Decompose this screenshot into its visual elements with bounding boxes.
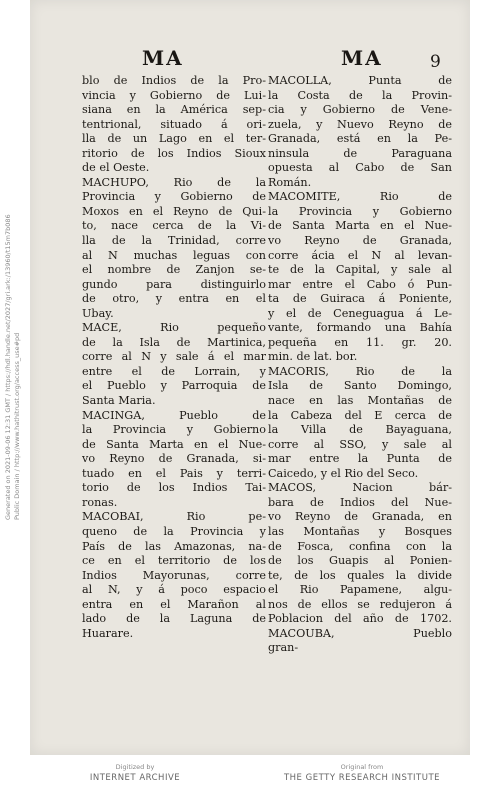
text-line: el Pueblo y Parroquia de xyxy=(82,379,266,393)
text-line: vante, formando una Bahía xyxy=(268,321,452,335)
text-line: Caicedo, y el Rio del Seco. xyxy=(268,466,419,480)
getty-research-label: THE GETTY RESEARCH INSTITUTE xyxy=(283,773,441,783)
internet-archive-label: INTERNET ARCHIVE xyxy=(89,773,181,783)
text-line: lla de un Lago en el ter- xyxy=(82,132,266,146)
digitized-by-label: Digitized by xyxy=(115,763,155,771)
text-line: lla de la Trinidad, corre xyxy=(82,234,266,248)
text-line: tentrional, situado á ori- xyxy=(82,117,266,131)
text-line: el nombre de Zanjon se- xyxy=(82,263,266,277)
text-line: cia y Gobierno de Vene- xyxy=(268,103,452,117)
text-line: MACOBAI, Rio pe- xyxy=(82,510,266,524)
left-text-column xyxy=(82,74,266,641)
text-line: blo de Indios de la Pro- xyxy=(82,74,266,87)
text-line: Román. xyxy=(268,175,312,189)
text-line: MACHUPO, Rio de la xyxy=(82,175,266,189)
text-line: zuela, y Nuevo Reyno de xyxy=(268,117,452,131)
text-line: bara de Indios del Nue- xyxy=(268,495,452,509)
text-line: vo Reyno de Granada, si- xyxy=(82,452,266,466)
text-line: ta de Guiraca á Poniente, xyxy=(268,292,452,306)
text-line: al N, y á poco espacio xyxy=(82,583,266,597)
text-line: y el de Ceneguagua á Le- xyxy=(268,306,452,320)
text-line: de Santa Marta en el Nue- xyxy=(82,437,266,451)
text-line: las Montañas y Bosques xyxy=(268,524,452,538)
text-line: to, nace cerca de la Vi- xyxy=(82,219,266,233)
stamp-line-2: Public Domain / http://www.hathitrust.org/access_use#pd xyxy=(13,332,21,520)
text-line: nos de ellos se redujeron á xyxy=(268,597,452,611)
text-line: Poblacion del año de 1702. xyxy=(268,612,452,626)
hathitrust-stamp xyxy=(4,214,22,520)
text-line: Provincia y Gobierno de xyxy=(82,190,266,204)
text-line: ronas. xyxy=(82,495,118,509)
text-line: MACOMITE, Rio de xyxy=(268,190,452,204)
text-line: Huarare. xyxy=(82,626,134,640)
text-line: MACOUBA, Pueblo xyxy=(268,626,452,640)
text-line: vincia y Gobierno de Lui- xyxy=(82,88,266,102)
text-line: vo Reyno de Granada, en xyxy=(268,510,452,524)
digitized-by-credit xyxy=(65,763,205,783)
text-line: MACORIS, Rio de la xyxy=(268,364,452,378)
text-line: al N muchas leguas con xyxy=(82,248,266,262)
left-running-head: MA xyxy=(142,46,184,70)
text-line: opuesta al Cabo de San xyxy=(268,161,452,175)
text-line: queno de la Provincia y xyxy=(82,524,266,538)
text-line: la Villa de Bayaguana, xyxy=(268,423,452,437)
text-line: mar entre el Cabo ó Pun- xyxy=(268,277,452,291)
right-running-head: MA xyxy=(341,46,383,70)
text-line: Moxos en el Reyno de Qui- xyxy=(82,204,266,218)
text-line: Granada, está en la Pe- xyxy=(268,132,452,146)
original-from-label: Original from xyxy=(340,763,384,771)
text-line: MACE, Rio pequeño xyxy=(82,321,266,335)
text-line: de los Guapis al Ponien- xyxy=(268,554,452,568)
text-line: de la Isla de Martinica, xyxy=(82,335,266,349)
text-line: gran- xyxy=(268,641,299,655)
text-line: Indios Mayorunas, corre xyxy=(82,568,266,582)
stamp-line-1: Generated on 2021-09-06 12:31 GMT / https://hdl.handle.net/2027/gri.ark:/13960/t15m7b086 xyxy=(4,214,12,520)
text-line: País de las Amazonas, na- xyxy=(82,539,266,553)
text-line: gundo para distinguirlo xyxy=(82,277,266,291)
original-from-credit xyxy=(262,763,462,783)
text-line: entre el de Lorrain, y xyxy=(82,364,266,378)
text-line: siana en la América sep- xyxy=(82,103,266,117)
footer xyxy=(0,763,490,800)
text-line: MACINGA, Pueblo de xyxy=(82,408,266,422)
text-line: min. de lat. bor. xyxy=(268,350,358,364)
text-line: pequeña en 11. gr. 20. xyxy=(268,335,452,349)
text-line: Santa Maria. xyxy=(82,394,156,408)
text-line: de el Oeste. xyxy=(82,161,150,175)
text-line: mar entre la Punta de xyxy=(268,452,452,466)
text-line: ritorio de los Indios Sioux xyxy=(82,146,266,160)
text-line: corre al N y sale á el mar xyxy=(82,350,266,364)
text-line: corre al SSO, y sale al xyxy=(268,437,452,451)
text-line: MACOLLA, Punta de xyxy=(268,74,452,87)
text-line: vo Reyno de Granada, xyxy=(268,234,452,248)
text-line: la Cabeza del E cerca de xyxy=(268,408,452,422)
text-line: el Rio Papamene, algu- xyxy=(268,583,452,597)
page-number: 9 xyxy=(430,52,441,72)
text-line: lado de la Laguna de xyxy=(82,612,266,626)
text-line: Isla de Santo Domingo, xyxy=(268,379,452,393)
text-line: tuado en el Pais y terri- xyxy=(82,466,266,480)
text-line: de Santa Marta en el Nue- xyxy=(268,219,452,233)
text-line: te, de los quales la divide xyxy=(268,568,452,582)
text-line: corre ácia el N al levan- xyxy=(268,248,452,262)
text-line: de Fosca, confina con la xyxy=(268,539,452,553)
text-line: ce en el territorio de los xyxy=(82,554,266,568)
text-line: la Provincia y Gobierno xyxy=(82,423,266,437)
text-line: de otro, y entra en el xyxy=(82,292,266,306)
text-line: torio de los Indios Tai- xyxy=(82,481,266,495)
text-line: entra en el Marañon al xyxy=(82,597,266,611)
text-line: nace en las Montañas de xyxy=(268,394,452,408)
text-line: Ubay. xyxy=(82,306,114,320)
text-line: MACOS, Nacion bár- xyxy=(268,481,452,495)
text-line: te de la Capital, y sale al xyxy=(268,263,452,277)
text-line: ninsula de Paraguana xyxy=(268,146,452,160)
text-line: la Costa de la Provin- xyxy=(268,88,452,102)
right-text-column xyxy=(268,74,452,656)
text-line: la Provincia y Gobierno xyxy=(268,204,452,218)
